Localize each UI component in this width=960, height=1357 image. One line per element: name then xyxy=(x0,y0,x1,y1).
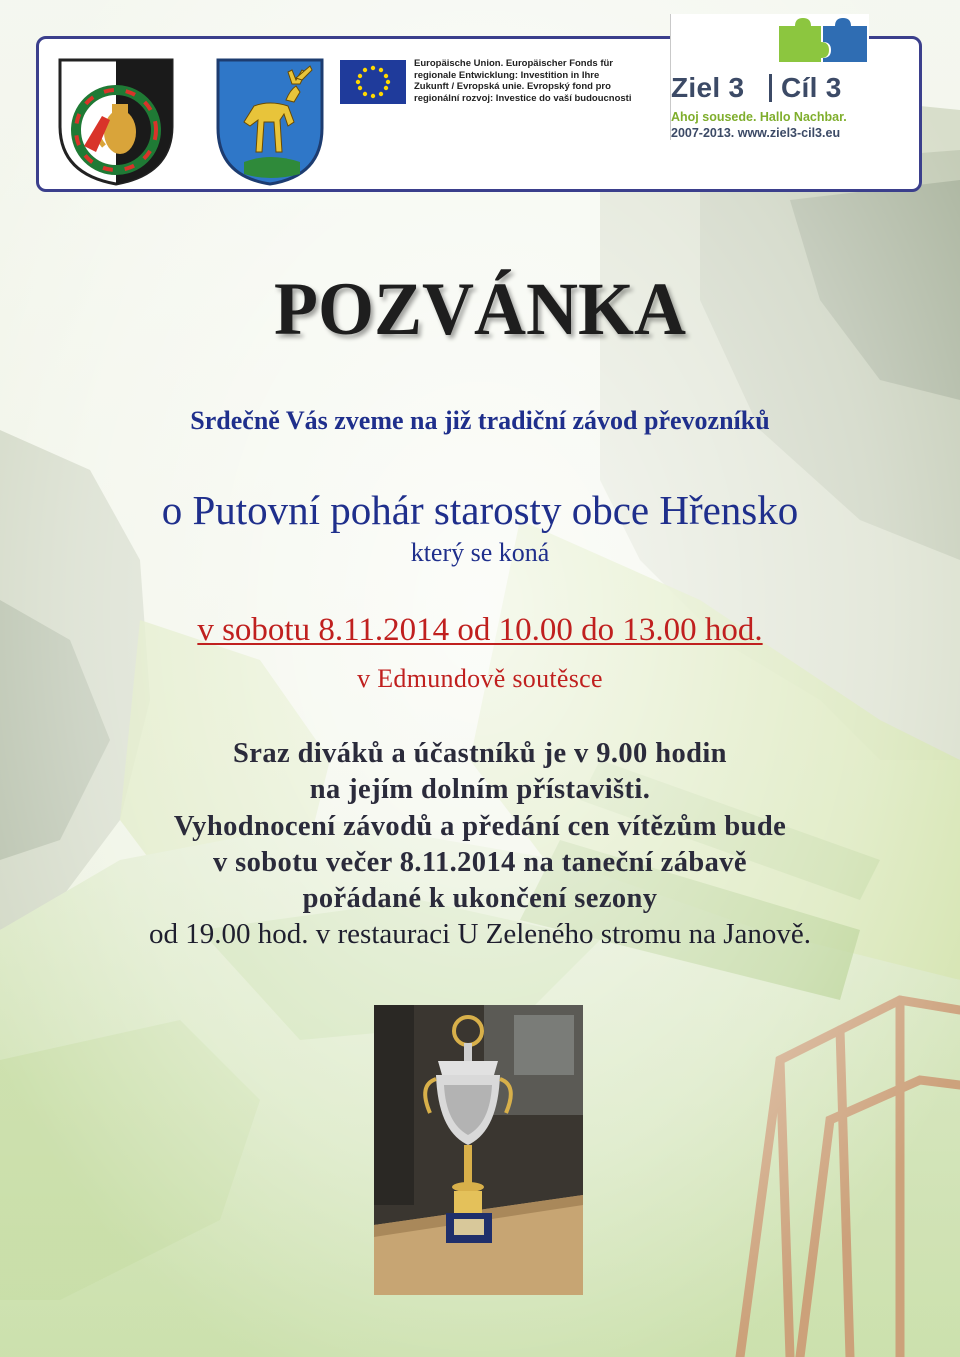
eu-funding-block xyxy=(340,58,630,108)
ziel3-slogan: Ahoj sousede. Hallo Nachbar. xyxy=(671,110,847,124)
eu-funding-text xyxy=(414,58,634,104)
eu-text-line: Europäische Union. Europäischer Fonds für xyxy=(414,58,613,69)
ziel3-title-left: Ziel 3 xyxy=(671,72,745,103)
details-line: na jejím dolním přístavišti. xyxy=(309,774,651,805)
eu-flag-icon xyxy=(340,60,406,104)
eu-text-line: regionale Entwicklung: Investition in Ihre xyxy=(414,69,600,81)
eu-text-line: Zukunft / Evropská unie. Evropský fond pro xyxy=(414,81,611,92)
trophy-photo xyxy=(374,1005,583,1295)
details-line: Sraz diváků a účastníků je v 9.00 hodin xyxy=(233,738,727,769)
eu-text-line: regionální rozvoj: Investice do vaší budoucnosti xyxy=(414,92,632,104)
intro-line: Srdečně Vás zveme na již tradiční závod převozníků xyxy=(190,406,770,435)
event-date: v sobotu 8.11.2014 od 10.00 do 13.00 hod. xyxy=(197,612,763,648)
ziel3-puzzle-logo-icon xyxy=(777,16,869,64)
ziel3-title-right: Cíl 3 xyxy=(781,72,842,103)
ziel3-separator xyxy=(769,74,772,102)
event-place: v Edmundově soutěsce xyxy=(357,664,603,693)
details-line: pořádané k ukončení sezony xyxy=(302,883,658,914)
ziel3-title-right-wrap xyxy=(781,72,842,104)
details-line: od 19.00 hod. v restauraci U Zeleného stromu na Janově. xyxy=(149,918,811,950)
ziel3-years: 2007-2013. www.ziel3-cil3.eu xyxy=(671,126,841,140)
ziel3-logo xyxy=(670,14,869,140)
cup-name: o Putovní pohár starosty obce Hřensko xyxy=(161,487,799,533)
hrensko-crest-icon xyxy=(56,56,176,186)
page-title: POZVÁNKA xyxy=(274,266,686,351)
details-line: v sobotu večer 8.11.2014 na taneční zábavě xyxy=(212,847,747,878)
details-line: Vyhodnocení závodů a předání cen vítězům bude xyxy=(173,811,787,842)
held-line: který se koná xyxy=(410,538,550,567)
ziel3-title xyxy=(671,72,744,104)
deer-crest-icon xyxy=(214,56,326,186)
